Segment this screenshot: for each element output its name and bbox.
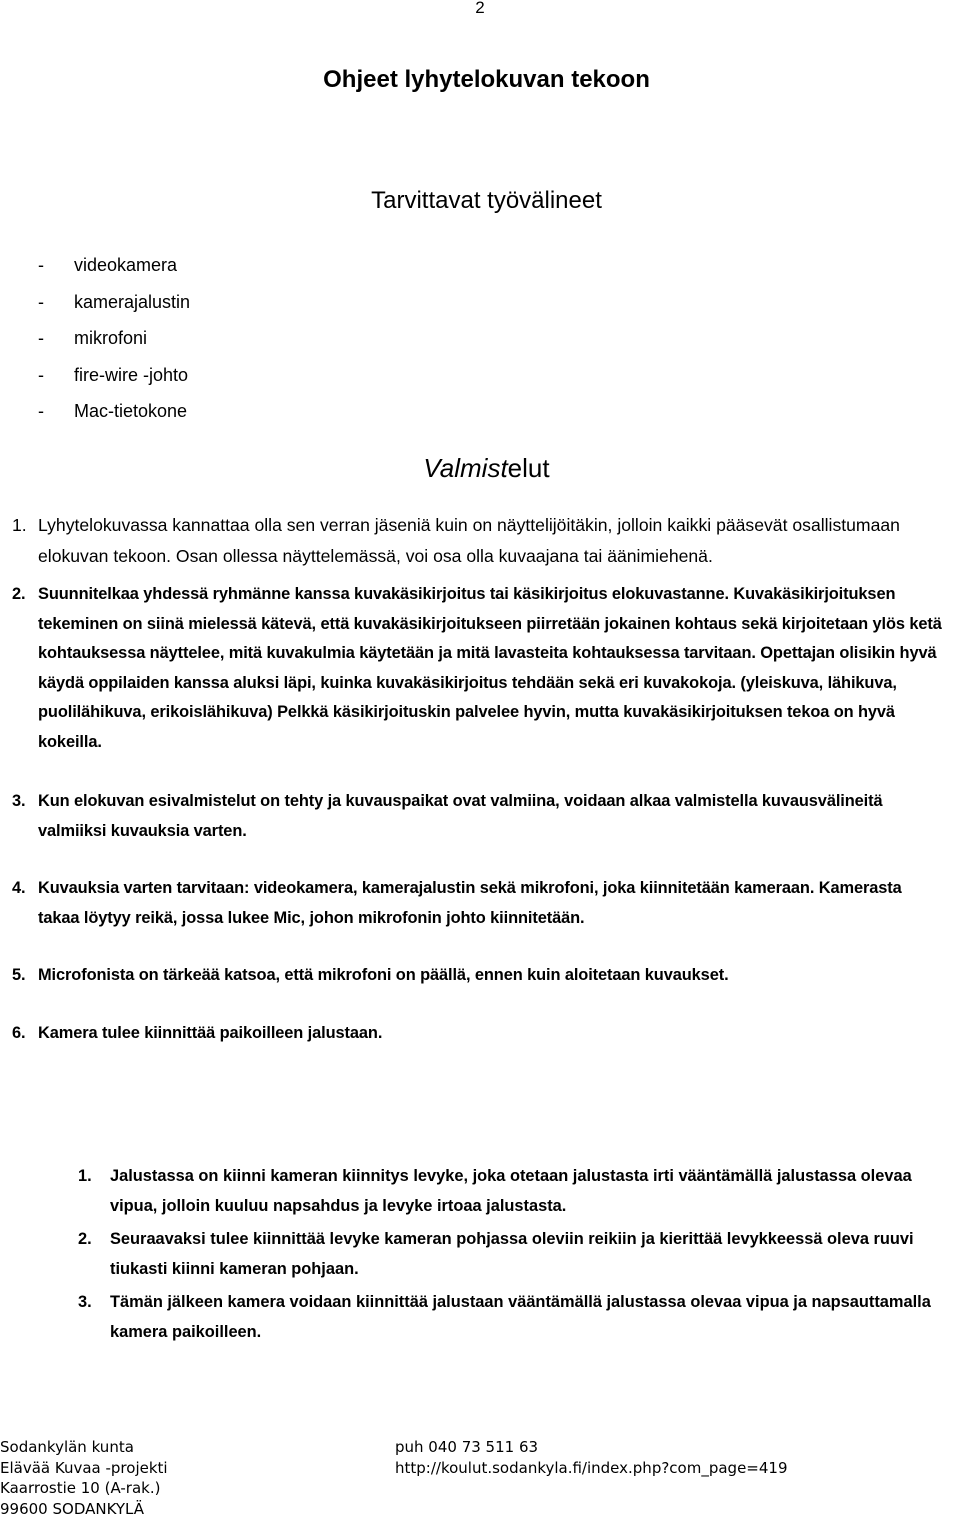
list-item (38, 250, 438, 287)
footer-line: 99600 SODANKYLÄ (0, 1499, 168, 1519)
list-item (38, 360, 438, 397)
list-item-text: videokamera (74, 250, 177, 287)
step-text: Suunnitelkaa yhdessä ryhmänne kanssa kuvakäsikirjoitus tai käsikirjoitus elokuvastanne. Kuvakäsikirjoituksen tekeminen on siinä mielessä kätevä, että kuvakäsikirjoitukseen piirretään jokainen kohtaus sekä kirjoitetaan ylös ketä kohtauksessa näyttelee, mitä kuvakulmia käytetään ja mitä lavasteita kohtauksessa tarvitaan. Opettajan olisikin hyvä käydä oppilaiden kanssa aluksi läpi, kuinka kuvakäsikirjoitus tehdään sekä eri kuvakokoja. (yleiskuva, lähikuva, puolilähikuva, erikoislähikuva) Pelkkä käsikirjoituskin palvelee hyvin, mutta kuvakäsikirjoituksen tekoa on hyvä kokeilla. (38, 580, 947, 757)
step-number: 6. (12, 1019, 38, 1049)
step-text: Kamera tulee kiinnittää paikoilleen jalustaan. (38, 1019, 947, 1049)
list-item (12, 510, 952, 572)
substeps-list (78, 1162, 958, 1351)
list-item (12, 961, 947, 991)
list-item-text: mikrofoni (74, 323, 147, 360)
substep-text: Jalustassa on kiinni kameran kiinnitys levyke, joka otetaan jalustasta irti vääntämällä jalustassa olevaa vipua, jolloin kuuluu napsahdus ja levyke irtoaa jalustasta. (110, 1162, 958, 1221)
list-item (38, 323, 438, 360)
footer-address (0, 1437, 168, 1519)
list-item (12, 787, 947, 846)
list-item-text: kamerajalustin (74, 287, 190, 324)
list-item (12, 1019, 947, 1049)
substep-number: 1. (78, 1162, 110, 1221)
list-item (78, 1225, 958, 1284)
tools-heading: Tarvittavat työvälineet (0, 187, 960, 215)
step-text: Lyhytelokuvassa kannattaa olla sen verran jäseniä kuin on näyttelijöitäkin, jolloin kaikki pääsevät osallistumaan elokuvan tekoon. Osan ollessa näyttelemässä, voi osa olla kuvaajana tai äänimiehenä. (38, 510, 952, 572)
substep-number: 3. (78, 1288, 110, 1347)
step-number: 1. (12, 510, 38, 572)
step-text: Kuvauksia varten tarvitaan: videokamera, kamerajalustin sekä mikrofoni, joka kiinnitetään kameraan. Kamerasta takaa löytyy reikä, jossa lukee Mic, johon mikrofonin johto kiinnitetään. (38, 874, 947, 933)
substep-number: 2. (78, 1225, 110, 1284)
list-item (38, 287, 438, 324)
prep-heading-italic: Valmist (423, 453, 507, 483)
footer-line: Sodankylän kunta (0, 1437, 168, 1458)
footer-phone: puh 040 73 511 63 (395, 1437, 788, 1458)
dash-bullet: - (38, 250, 74, 287)
step-number: 3. (12, 787, 38, 846)
list-item (78, 1288, 958, 1347)
list-item (12, 874, 947, 933)
prep-heading (0, 453, 960, 484)
step-1 (12, 510, 952, 572)
list-item (38, 396, 438, 433)
footer-line: Kaarrostie 10 (A-rak.) (0, 1478, 168, 1499)
footer-line: Elävää Kuvaa -projekti (0, 1458, 168, 1479)
footer-url-link[interactable]: http://koulut.sodankyla.fi/index.php?com_page=419 (395, 1458, 788, 1479)
dash-bullet: - (38, 323, 74, 360)
step-text: Kun elokuvan esivalmistelut on tehty ja kuvauspaikat ovat valmiina, voidaan alkaa valmistella kuvausvälineitä valmiiksi kuvauksia varten. (38, 787, 947, 846)
substep-text: Seuraavaksi tulee kiinnittää levyke kameran pohjassa oleviin reikiin ja kierittää levykkeessä oleva ruuvi tiukasti kiinni kameran pohjaan. (110, 1225, 958, 1284)
step-text: Microfonista on tärkeää katsoa, että mikrofoni on päällä, ennen kuin aloitetaan kuvaukset. (38, 961, 947, 991)
steps-list (12, 580, 947, 1076)
step-number: 5. (12, 961, 38, 991)
page-number: 2 (0, 0, 960, 18)
dash-bullet: - (38, 360, 74, 397)
document-title: Ohjeet lyhytelokuvan tekoon (0, 66, 960, 94)
step-number: 4. (12, 874, 38, 933)
list-item-text: Mac-tietokone (74, 396, 187, 433)
list-item (12, 580, 947, 757)
list-item (78, 1162, 958, 1221)
dash-bullet: - (38, 396, 74, 433)
dash-bullet: - (38, 287, 74, 324)
footer-contact (395, 1437, 788, 1478)
prep-heading-rest: elut (508, 453, 550, 483)
substep-text: Tämän jälkeen kamera voidaan kiinnittää jalustaan vääntämällä jalustassa olevaa vipua ja napsauttamalla kamera paikoilleen. (110, 1288, 958, 1347)
tools-list (38, 250, 438, 433)
step-number: 2. (12, 580, 38, 757)
list-item-text: fire-wire -johto (74, 360, 188, 397)
